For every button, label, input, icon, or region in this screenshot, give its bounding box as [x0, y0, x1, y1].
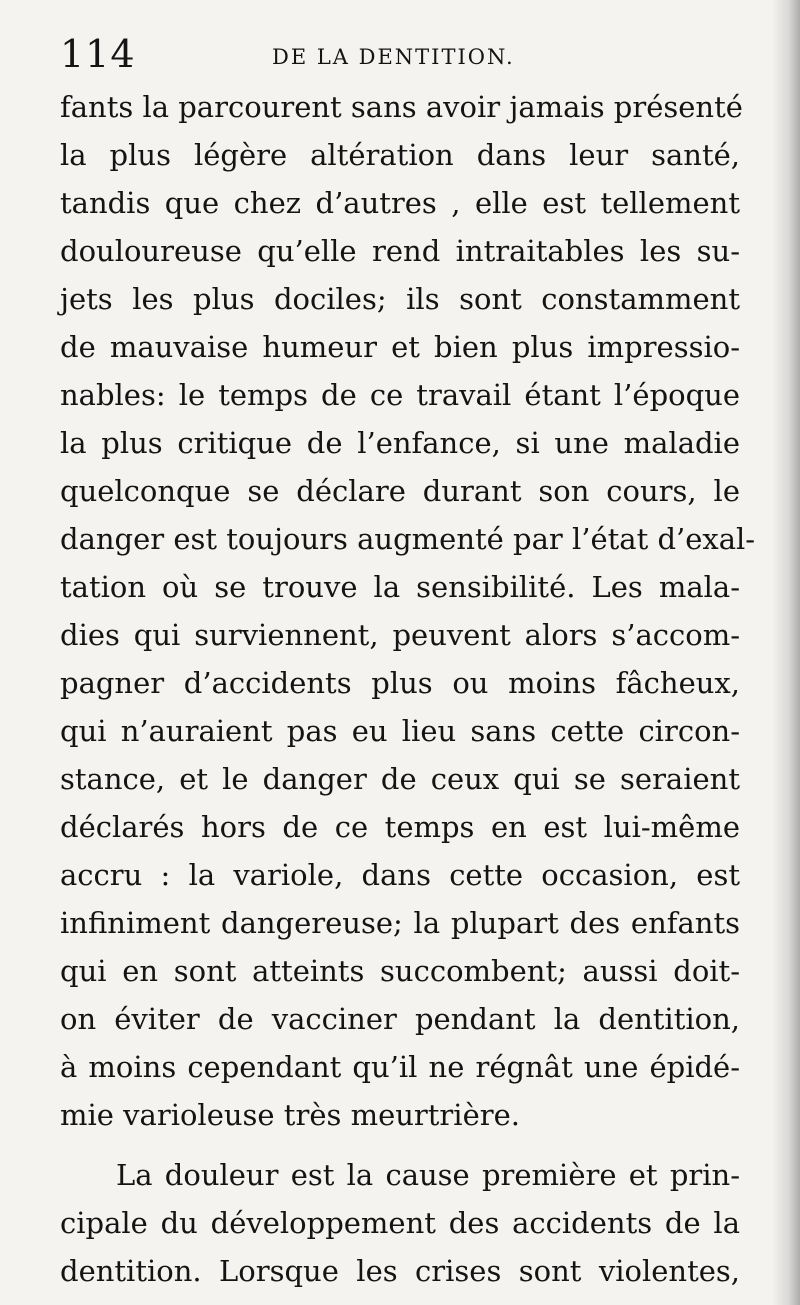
text-line: stance, et le danger de ceux qui se seraient [60, 762, 740, 796]
body-text [60, 83, 756, 1295]
text-line: fants la parcourent sans avoir jamais présenté [60, 90, 743, 124]
text-line: douloureuse qu’elle rend intraitables les su- [60, 234, 740, 268]
text-line: dies qui surviennent, peuvent alors s’accom- [60, 618, 740, 652]
text-line: la plus légère altération dans leur santé, [60, 138, 740, 172]
text-line: qui n’auraient pas eu lieu sans cette circon- [60, 714, 740, 748]
text-line: à moins cependant qu’il ne régnât une épidé- [60, 1050, 740, 1084]
paragraph [60, 83, 756, 1139]
text-line: quelconque se déclare durant son cours, le [60, 474, 740, 508]
text-line: pagner d’accidents plus ou moins fâcheux, [60, 666, 740, 700]
text-line: de mauvaise humeur et bien plus impressio- [60, 330, 740, 364]
text-line: nables: le temps de ce travail étant l’époque [60, 378, 740, 412]
page-edge-shadow [772, 0, 800, 1305]
text-line: déclarés hors de ce temps en est lui-même [60, 810, 740, 844]
text-line: La douleur est la cause première et prin- [116, 1158, 740, 1192]
text-line: dentition. Lorsque les crises sont violentes, [60, 1254, 740, 1288]
page-header [60, 26, 750, 76]
text-line: jets les plus dociles; ils sont constamment [60, 282, 740, 316]
text-line: cipale du développement des accidents de la [60, 1206, 740, 1240]
paragraph [60, 1151, 740, 1295]
text-line: tandis que chez d’autres , elle est tellement [60, 186, 740, 220]
page-number: 114 [60, 32, 136, 76]
text-line: tation où se trouve la sensibilité. Les mala- [60, 570, 740, 604]
text-line: la plus critique de l’enfance, si une maladie [60, 426, 740, 460]
text-line: danger est toujours augmenté par l’état d’exal- [60, 522, 756, 556]
running-head: DE LA DENTITION. [272, 45, 515, 69]
text-line: infiniment dangereuse; la plupart des enfants [60, 906, 740, 940]
text-line: accru : la variole, dans cette occasion, est [60, 858, 740, 892]
text-line: on éviter de vacciner pendant la dentition, [60, 1002, 740, 1036]
text-line: qui en sont atteints succombent; aussi doit- [60, 954, 740, 988]
text-line: mie varioleuse très meurtrière. [60, 1098, 520, 1132]
paragraph-gap [60, 1139, 740, 1151]
